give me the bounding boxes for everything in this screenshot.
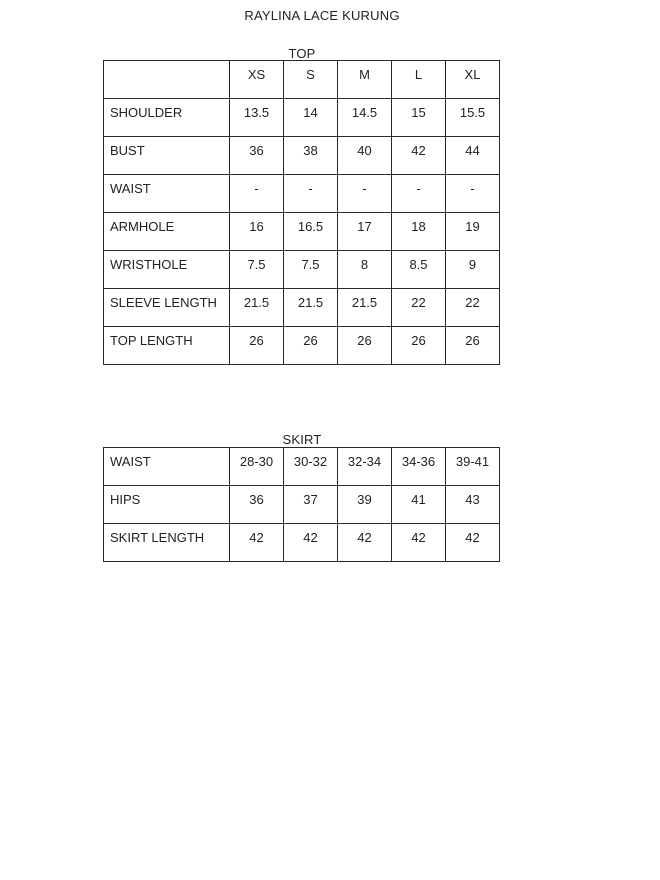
measurement-label: TOP LENGTH	[104, 327, 230, 365]
table-row	[104, 137, 500, 175]
measurement-value: 28-30	[230, 448, 284, 486]
size-header: XL	[446, 61, 500, 99]
measurement-label: ARMHOLE	[104, 213, 230, 251]
table-row	[104, 175, 500, 213]
measurement-value: 34-36	[392, 448, 446, 486]
measurement-value: 41	[392, 486, 446, 524]
measurement-value: 14	[284, 99, 338, 137]
measurement-value: 36	[230, 137, 284, 175]
table-row	[104, 213, 500, 251]
table-row	[104, 289, 500, 327]
measurement-value: 22	[392, 289, 446, 327]
measurement-value: 26	[230, 327, 284, 365]
measurement-value: -	[284, 175, 338, 213]
measurement-value: 36	[230, 486, 284, 524]
measurement-value: 16	[230, 213, 284, 251]
measurement-value: 32-34	[338, 448, 392, 486]
measurement-value: 15	[392, 99, 446, 137]
size-header: L	[392, 61, 446, 99]
measurement-value: 39	[338, 486, 392, 524]
skirt-size-table	[103, 447, 500, 562]
measurement-value: 26	[446, 327, 500, 365]
measurement-value: 26	[392, 327, 446, 365]
top-header-row	[104, 61, 500, 99]
measurement-label: WRISTHOLE	[104, 251, 230, 289]
size-header: M	[338, 61, 392, 99]
measurement-value: 22	[446, 289, 500, 327]
measurement-label: SLEEVE LENGTH	[104, 289, 230, 327]
measurement-value: 42	[338, 524, 392, 562]
measurement-value: -	[230, 175, 284, 213]
table-row	[104, 327, 500, 365]
measurement-value: 13.5	[230, 99, 284, 137]
measurement-value: 7.5	[284, 251, 338, 289]
measurement-value: 18	[392, 213, 446, 251]
measurement-value: 21.5	[284, 289, 338, 327]
skirt-section-title: SKIRT	[282, 432, 322, 447]
top-header-corner	[104, 61, 230, 99]
measurement-value: 38	[284, 137, 338, 175]
measurement-value: 30-32	[284, 448, 338, 486]
measurement-value: 42	[392, 137, 446, 175]
size-header: XS	[230, 61, 284, 99]
measurement-value: 42	[446, 524, 500, 562]
table-row	[104, 524, 500, 562]
measurement-value: 26	[284, 327, 338, 365]
table-row	[104, 251, 500, 289]
measurement-label: SHOULDER	[104, 99, 230, 137]
measurement-value: 17	[338, 213, 392, 251]
measurement-value: 7.5	[230, 251, 284, 289]
document-title: RAYLINA LACE KURUNG	[244, 8, 400, 23]
measurement-value: 8	[338, 251, 392, 289]
measurement-value: 16.5	[284, 213, 338, 251]
measurement-value: 39-41	[446, 448, 500, 486]
measurement-value: 15.5	[446, 99, 500, 137]
measurement-label: SKIRT LENGTH	[104, 524, 230, 562]
measurement-value: -	[446, 175, 500, 213]
measurement-value: 8.5	[392, 251, 446, 289]
measurement-value: 21.5	[338, 289, 392, 327]
measurement-value: 26	[338, 327, 392, 365]
table-row	[104, 486, 500, 524]
measurement-value: 40	[338, 137, 392, 175]
measurement-label: HIPS	[104, 486, 230, 524]
measurement-label: WAIST	[104, 448, 230, 486]
table-row	[104, 99, 500, 137]
measurement-value: 44	[446, 137, 500, 175]
measurement-label: WAIST	[104, 175, 230, 213]
table-row	[104, 448, 500, 486]
measurement-value: 43	[446, 486, 500, 524]
measurement-value: 42	[230, 524, 284, 562]
measurement-value: 19	[446, 213, 500, 251]
size-header: S	[284, 61, 338, 99]
measurement-value: -	[338, 175, 392, 213]
measurement-value: 37	[284, 486, 338, 524]
measurement-label: BUST	[104, 137, 230, 175]
measurement-value: 9	[446, 251, 500, 289]
measurement-value: 14.5	[338, 99, 392, 137]
top-section-title: TOP	[288, 46, 316, 61]
measurement-value: -	[392, 175, 446, 213]
measurement-value: 42	[284, 524, 338, 562]
measurement-value: 42	[392, 524, 446, 562]
top-size-table	[103, 60, 500, 365]
measurement-value: 21.5	[230, 289, 284, 327]
